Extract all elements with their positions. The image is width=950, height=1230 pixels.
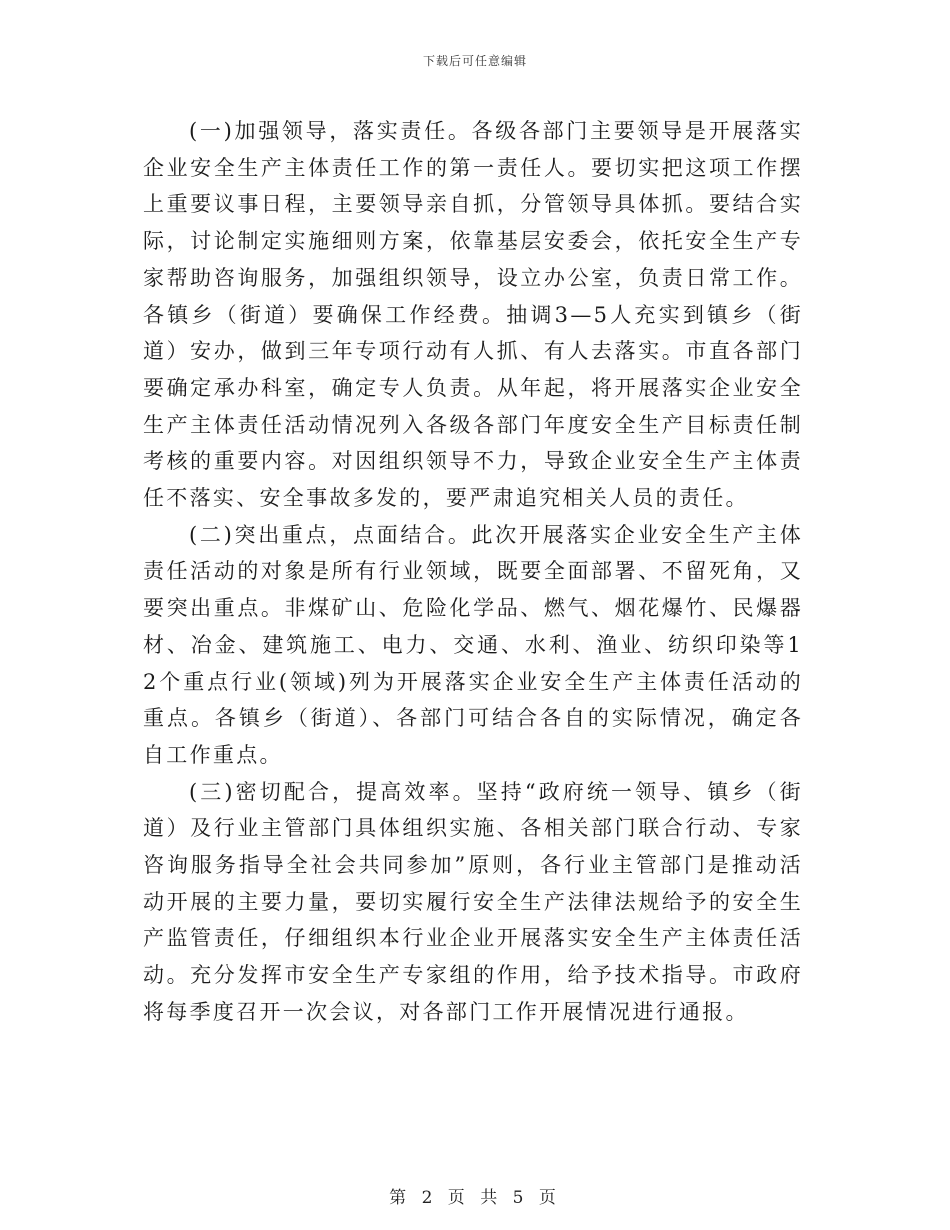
paragraph-leadership: (一)加强领导，落实责任。各级各部门主要领导是开展落实企业安全生产主体责任工作的第一责任人。要切实把这项工作摆上重要议事日程，主要领导亲自抓，分管领导具体抓。要结合实际，讨论制定实施细则方案，依靠基层安委会，依托安全生产专家帮助咨询服务，加强组织领导，设立办公室，负责日常工作。各镇乡（街道）要确保工作经费。抽调3—5人充实到镇乡（街道）安办，做到三年专项行动有人抓、有人去落实。市直各部门要确定承办科室，确定专人负责。从年起，将开展落实企业安全生产主体责任活动情况列入各级各部门年度安全生产目标责任制考核的重要内容。对因组织领导不力，导致企业安全生产主体责任不落实、安全事故多发的，要严肃追究相关人员的责任。	[143, 119, 803, 511]
paragraph-cooperation: (三)密切配合，提高效率。坚持“政府统一领导、镇乡（街道）及行业主管部门具体组织实施、各相关部门联合行动、专家咨询服务指导全社会共同参加”原则，各行业主管部门是推动活动开展的主要力量，要切实履行安全生产法律法规给予的安全生产监管责任，仔细组织本行业企业开展落实安全生产主体责任活动。充分发挥市安全生产专家组的作用，给予技术指导。市政府将每季度召开一次会议，对各部门工作开展情况进行通报。	[143, 779, 803, 1024]
page-number-footer: 第 2 页 共 5 页	[389, 1188, 561, 1208]
paragraph-priorities: (二)突出重点，点面结合。此次开展落实企业安全生产主体责任活动的对象是所有行业领域，既要全面部署、不留死角，又要突出重点。非煤矿山、危险化学品、燃气、烟花爆竹、民爆器材、冶金、建筑施工、电力、交通、水利、渔业、纺织印染等12个重点行业(领域)列为开展落实企业安全生产主体责任活动的重点。各镇乡（街道）、各部门可结合各自的实际情况，确定各自工作重点。	[143, 522, 803, 767]
document-body	[143, 113, 803, 1031]
page-header: 下载后可任意编辑	[422, 54, 527, 68]
